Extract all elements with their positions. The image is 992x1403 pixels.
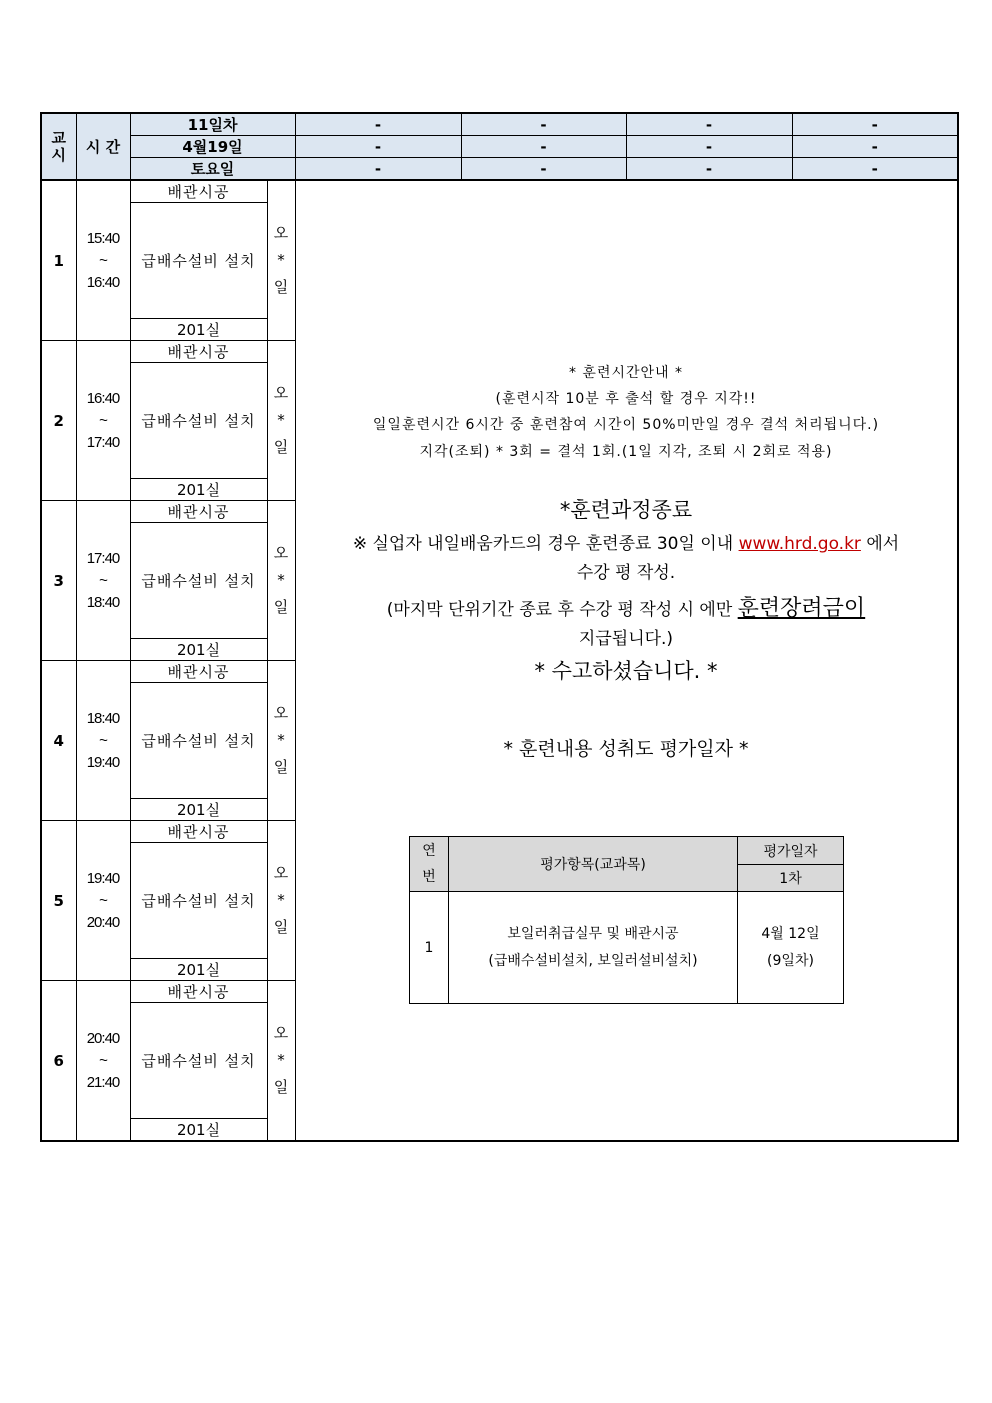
subject-room: 201실 xyxy=(130,959,267,981)
grant-notice-line2: 지급됩니다.) xyxy=(578,629,674,649)
period-time xyxy=(76,501,130,661)
time-start: 17:40 xyxy=(86,549,120,567)
subject-room: 201실 xyxy=(130,319,267,341)
time-end: 17:40 xyxy=(86,433,120,451)
period-time xyxy=(76,341,130,501)
period-number: 2 xyxy=(41,341,76,501)
subject-room: 201실 xyxy=(130,799,267,821)
period-time xyxy=(76,821,130,981)
period-time xyxy=(76,661,130,821)
period-header: 교 시 xyxy=(41,113,76,180)
subject-name: 급배수설비 설치 xyxy=(130,523,267,639)
placeholder-cell: - xyxy=(461,158,626,181)
teacher: 오 * 일 xyxy=(267,501,295,661)
eval-row-date xyxy=(738,892,844,1004)
period-time xyxy=(76,180,130,341)
placeholder-cell: - xyxy=(792,113,958,136)
subject-name: 급배수설비 설치 xyxy=(130,1003,267,1119)
subject-name: 급배수설비 설치 xyxy=(130,843,267,959)
teacher: 오 * 일 xyxy=(267,661,295,821)
notice-panel xyxy=(295,178,957,1126)
grant-prefix: (마지막 단위기간 종료 후 수강 평 작성 시 에만 xyxy=(386,600,738,620)
placeholder-cell: - xyxy=(792,158,958,181)
period-number: 4 xyxy=(41,661,76,821)
placeholder-cell: - xyxy=(295,113,461,136)
time-sep: ~ xyxy=(99,411,107,429)
time-sep: ~ xyxy=(99,891,107,909)
subject-category: 배관시공 xyxy=(130,981,267,1003)
thanks-message: * 수고하셨습니다. * xyxy=(534,659,718,683)
subject-room: 201실 xyxy=(130,479,267,501)
teacher: 오 * 일 xyxy=(267,821,295,981)
teacher: 오 * 일 xyxy=(267,341,295,501)
eval-row-no: 1 xyxy=(410,892,449,1004)
subject-name: 급배수설비 설치 xyxy=(130,203,267,319)
card-notice xyxy=(295,529,957,554)
notice-line2: 일일훈련시간 6시간 중 훈련참여 시간이 50%미만일 경우 결석 처리됩니다.) xyxy=(372,417,880,433)
card-prefix: ※ 실업자 내일배움카드의 경우 훈련종료 30일 이내 xyxy=(352,534,739,554)
notice-line3: 지각(조퇴) * 3회 = 결석 1회.(1일 지각, 조퇴 시 2회로 적용) xyxy=(419,444,833,460)
time-end: 16:40 xyxy=(86,273,120,291)
eval-date-line2: (9일차) xyxy=(767,952,814,969)
period-number: 1 xyxy=(41,180,76,341)
eval-col-item: 평가항목(교과목) xyxy=(449,837,738,892)
notice-title: * 훈련시간안내 * xyxy=(568,365,684,381)
time-sep: ~ xyxy=(99,571,107,589)
grant-word: 훈련장려금이 xyxy=(737,596,866,621)
subject-category: 배관시공 xyxy=(130,180,267,203)
notice-line1: (훈련시작 10분 후 출석 할 경우 지각!! xyxy=(495,391,757,407)
subject-category: 배관시공 xyxy=(130,661,267,683)
time-sep: ~ xyxy=(99,251,107,269)
subject-name: 급배수설비 설치 xyxy=(130,683,267,799)
subject-category: 배관시공 xyxy=(130,341,267,363)
period-time xyxy=(76,981,130,1142)
time-end: 20:40 xyxy=(86,913,120,931)
placeholder-cell: - xyxy=(626,158,792,181)
period-number: 3 xyxy=(41,501,76,661)
evaluation-table xyxy=(409,836,844,1004)
time-sep: ~ xyxy=(99,731,107,749)
subject-name: 급배수설비 설치 xyxy=(130,363,267,479)
period-number: 5 xyxy=(41,821,76,981)
placeholder-cell: - xyxy=(461,113,626,136)
eval-date-line1: 4월 12일 xyxy=(761,925,820,942)
eval-title: * 훈련내용 성취도 평가일자 * xyxy=(503,738,749,760)
card-suffix: 에서 xyxy=(860,534,900,554)
eval-col-round: 1차 xyxy=(738,865,844,892)
weekday: 토요일 xyxy=(130,158,295,181)
time-end: 19:40 xyxy=(86,753,120,771)
placeholder-cell: - xyxy=(626,136,792,158)
placeholder-cell: - xyxy=(295,158,461,181)
subject-room: 201실 xyxy=(130,639,267,661)
time-start: 18:40 xyxy=(86,709,120,727)
time-start: 16:40 xyxy=(86,389,120,407)
time-start: 19:40 xyxy=(86,869,120,887)
period-number: 6 xyxy=(41,981,76,1142)
time-end: 18:40 xyxy=(86,593,120,611)
subject-room: 201실 xyxy=(130,1119,267,1142)
eval-col-date: 평가일자 xyxy=(738,837,844,865)
grant-notice xyxy=(295,591,957,622)
teacher: 오 * 일 xyxy=(267,180,295,341)
subject-category: 배관시공 xyxy=(130,821,267,843)
time-start: 15:40 xyxy=(86,229,120,247)
teacher: 오 * 일 xyxy=(267,981,295,1142)
time-header: 시 간 xyxy=(76,113,130,180)
placeholder-cell: - xyxy=(626,113,792,136)
subject-category: 배관시공 xyxy=(130,501,267,523)
time-sep: ~ xyxy=(99,1051,107,1069)
eval-item-line2: (급배수설비설치, 보일러설비설치) xyxy=(488,952,698,969)
time-end: 21:40 xyxy=(86,1073,120,1091)
placeholder-cell: - xyxy=(461,136,626,158)
eval-row-item xyxy=(449,892,738,1004)
eval-item-line1: 보일러취급실무 및 배관시공 xyxy=(507,925,679,942)
placeholder-cell: - xyxy=(295,136,461,158)
time-start: 20:40 xyxy=(86,1029,120,1047)
day-number: 11일차 xyxy=(130,113,295,136)
date: 4월19일 xyxy=(130,136,295,158)
card-notice-line2: 수강 평 작성. xyxy=(576,563,676,583)
course-end-title: *훈련과정종료 xyxy=(559,498,693,522)
placeholder-cell: - xyxy=(792,136,958,158)
hrd-link[interactable]: www.hrd.go.kr xyxy=(738,534,861,554)
eval-col-no: 연 번 xyxy=(410,837,449,892)
